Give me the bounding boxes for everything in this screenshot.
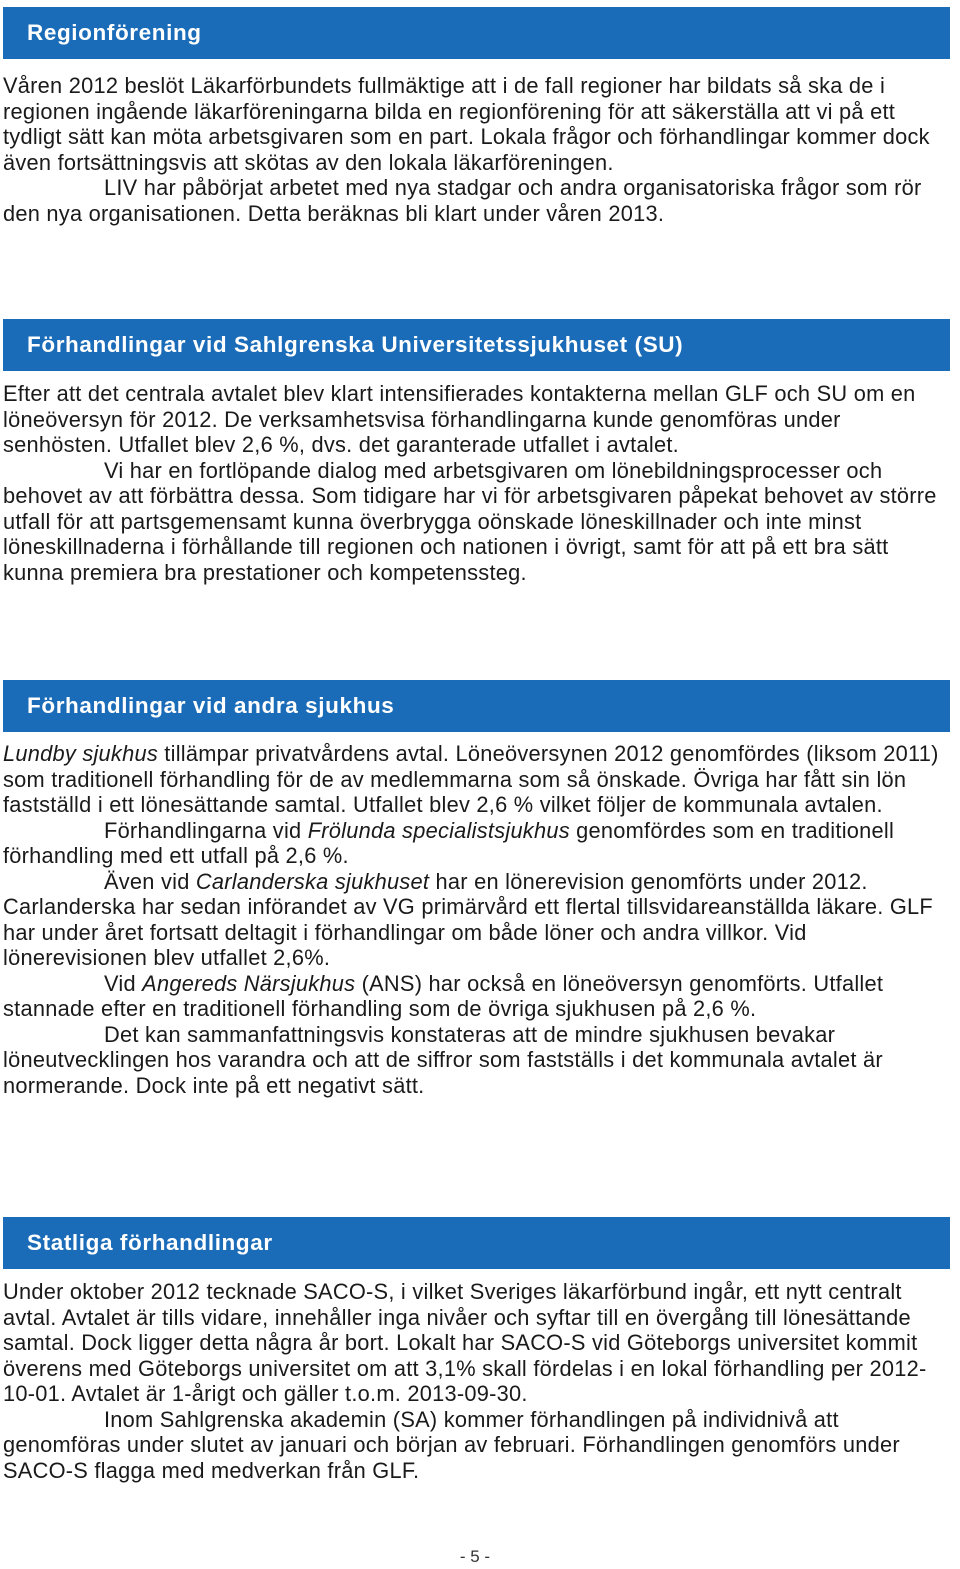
paragraph-lead: Förhandlingarna vid	[104, 817, 308, 843]
paragraph-lead: Vid	[104, 970, 143, 996]
hospital-name: Carlanderska sjukhuset	[195, 868, 430, 894]
paragraph-text: tillämpar privatvårdens avtal. Löneöversynen 2012 genomfördes (liksom 2011) som traditionell förhandling för de av medlemmarna som så önskade. Övriga har fått sin lön fastställd i ett lönesättande samtal. Utfallet blev 2,6 % vilket följer de kommunala avtalen.	[3, 741, 939, 817]
paragraph-text: har en lönerevision genomförts under 2012. Carlanderska har sedan införandet av VG primärvård ett flertal tillsvidareanställda läkare. GLF har under året fortsatt deltagit i förhandlingar om både löner och andra villkor. Vid lönerevisionen blev utfallet 2,6%.	[3, 868, 933, 970]
paragraph: Våren 2012 beslöt Läkarförbundets fullmäktige att i de fall regioner har bildats så ska de i regionen ingående läkarföreningarna bilda en regionförening för att säkerställa att vi på ett tydligt sätt kan möta arbetsgivaren som en part. Lokala frågor och förhandlingar kommer dock även fortsättningsvis att skötas av den lokala läkarföreningen.	[3, 73, 930, 175]
paragraph: Efter att det centrala avtalet blev klart intensifierades kontakterna mellan GLF och SU om en löneöversyn för 2012. De verksamhetsvisa förhandlingarna kunde genomföras under senhösten. Utfallet blev 2,6 %, dvs. det garanterade utfallet i avtalet.	[3, 381, 916, 457]
paragraph: Under oktober 2012 tecknade SACO-S, i vilket Sveriges läkarförbund ingår, ett nytt centralt avtal. Avtalet är tills vidare, innehåller inga nivåer och syftar till en övergång till lönesättande samtal. Dock ligger detta några år bort. Lokalt har SACO-S vid Göteborgs universitet kommit överens med Göteborgs universitet om att 3,1% skall fördelas i en lokal förhandling per 2012-10-01. Avtalet är 1-årigt och gäller t.o.m. 2013-09-30.	[3, 1279, 927, 1406]
hospital-name: Lundby sjukhus	[3, 741, 158, 766]
paragraph-text: (ANS) har också en löneöversyn genomförts. Utfallet stannade efter en traditionell förhandling som de övriga sjukhusen på 2,6 %.	[3, 970, 884, 1021]
paragraph	[3, 741, 953, 818]
section-body-sahlgrenska	[3, 381, 953, 585]
paragraph	[3, 818, 953, 869]
paragraph: Inom Sahlgrenska akademin (SA) kommer förhandlingen på individnivå att genomföras under slutet av januari och början av februari. Förhandlingen genomförs under SACO-S flagga med medverkan från GLF.	[3, 1406, 900, 1483]
section-body-andra-sjukhus	[3, 741, 953, 1098]
section-body-regionforening	[3, 73, 953, 226]
paragraph	[3, 971, 953, 1022]
page-number: - 5 -	[459, 1547, 491, 1566]
paragraph	[3, 869, 953, 971]
paragraph: LIV har påbörjat arbetet med nya stadgar och andra organisatoriska frågor som rör den nya organisationen. Detta beräknas bli klart under våren 2013.	[3, 175, 922, 226]
section-header-andra-sjukhus: Förhandlingar vid andra sjukhus	[3, 680, 950, 732]
section-header-statliga: Statliga förhandlingar	[3, 1217, 950, 1269]
paragraph: Vi har en fortlöpande dialog med arbetsgivaren om lönebildningsprocesser och behovet av att förbättra dessa. Som tidigare har vi för arbetsgivaren påpekat behovet av större utfall för att partsgemensamt kunna överbrygga oönskade löneskillnader och inte minst löneskillnaderna i förhållande till regionen och nationen i övrigt, samt för att på ett bra sätt kunna premiera bra prestationer och kompetenssteg.	[3, 457, 937, 585]
section-header-sahlgrenska: Förhandlingar vid Sahlgrenska Universitetssjukhuset (SU)	[3, 319, 950, 371]
section-body-statliga	[3, 1279, 953, 1483]
hospital-name: Angereds Närsjukhus	[142, 970, 356, 996]
paragraph-lead: Även vid	[104, 868, 196, 894]
paragraph: Det kan sammanfattningsvis konstateras att de mindre sjukhusen bevakar löneutvecklingen hos varandra och att de siffror som fastställs i det kommunala avtalet är normerande. Dock inte på ett negativt sätt.	[3, 1021, 883, 1098]
paragraph-text: genomfördes som en traditionell förhandling med ett utfall på 2,6 %.	[3, 817, 895, 868]
section-header-regionforening: Regionförening	[3, 7, 950, 59]
hospital-name: Frölunda specialistsjukhus	[307, 817, 570, 843]
